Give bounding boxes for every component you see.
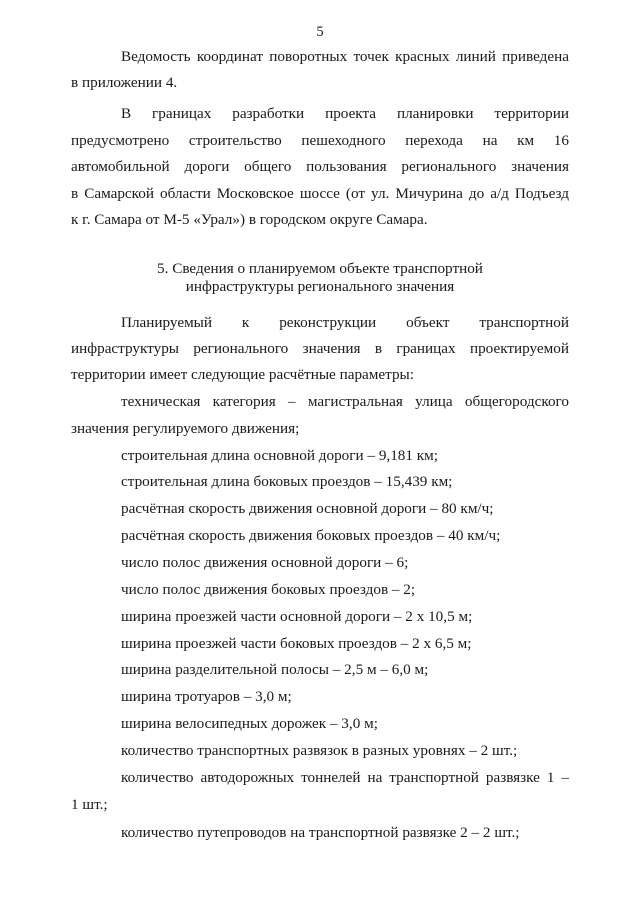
paragraph-2-line-1: В границах разработки проекта планировки территории <box>121 105 569 122</box>
paragraph-1-line-1: Ведомость координат поворотных точек красных линий приведена <box>121 48 569 65</box>
paragraph-3-line-1: Планируемый к реконструкции объект транспортной <box>121 314 569 331</box>
page-number: 5 <box>316 24 324 40</box>
parameter-item: число полос движения боковых проездов – 2; <box>121 581 416 598</box>
parameter-category-line-1: техническая категория – магистральная улица общегородского <box>121 393 569 410</box>
paragraph-3-line-2: инфраструктуры регионального значения в границах проектируемой <box>71 340 569 357</box>
paragraph-2-line-5: к г. Самара от М-5 «Урал») в городском округе Самара. <box>71 211 428 228</box>
parameter-item: число полос движения основной дороги – 6; <box>121 554 409 571</box>
section-heading-line-1: 5. Сведения о планируемом объекте транспортной <box>157 260 483 277</box>
parameter-tunnels-line-1: количество автодорожных тоннелей на транспортной развязке 1 – <box>121 769 569 786</box>
parameter-item: ширина проезжей части боковых проездов – 2 х 6,5 м; <box>121 635 472 652</box>
parameter-item: ширина проезжей части основной дороги – 2 х 10,5 м; <box>121 608 473 625</box>
parameter-category-line-2: значения регулируемого движения; <box>71 420 300 437</box>
paragraph-2-line-4: в Самарской области Московское шоссе (от ул. Мичурина до а/д Подъезд <box>71 185 569 202</box>
paragraph-2-line-3: автомобильной дороги общего пользования регионального значения <box>71 158 569 175</box>
parameter-item: ширина разделительной полосы – 2,5 м – 6,0 м; <box>121 661 429 678</box>
parameter-item: количество транспортных развязок в разных уровнях – 2 шт.; <box>121 742 518 759</box>
paragraph-3-line-3: территории имеет следующие расчётные параметры: <box>71 366 414 383</box>
paragraph-2-line-2: предусмотрено строительство пешеходного перехода на км 16 <box>71 132 569 149</box>
parameter-tunnels-line-2: 1 шт.; <box>71 796 108 813</box>
parameter-item: строительная длина боковых проездов – 15,439 км; <box>121 473 453 490</box>
parameter-item: расчётная скорость движения основной дороги – 80 км/ч; <box>121 500 494 517</box>
parameter-item: строительная длина основной дороги – 9,181 км; <box>121 447 438 464</box>
paragraph-1-line-2: в приложении 4. <box>71 74 178 91</box>
parameter-item: расчётная скорость движения боковых проездов – 40 км/ч; <box>121 527 501 544</box>
section-heading-line-2: инфраструктуры регионального значения <box>185 278 455 295</box>
parameter-item: количество путепроводов на транспортной развязке 2 – 2 шт.; <box>121 824 520 841</box>
parameter-item: ширина велосипедных дорожек – 3,0 м; <box>121 715 378 732</box>
parameter-item: ширина тротуаров – 3,0 м; <box>121 688 292 705</box>
